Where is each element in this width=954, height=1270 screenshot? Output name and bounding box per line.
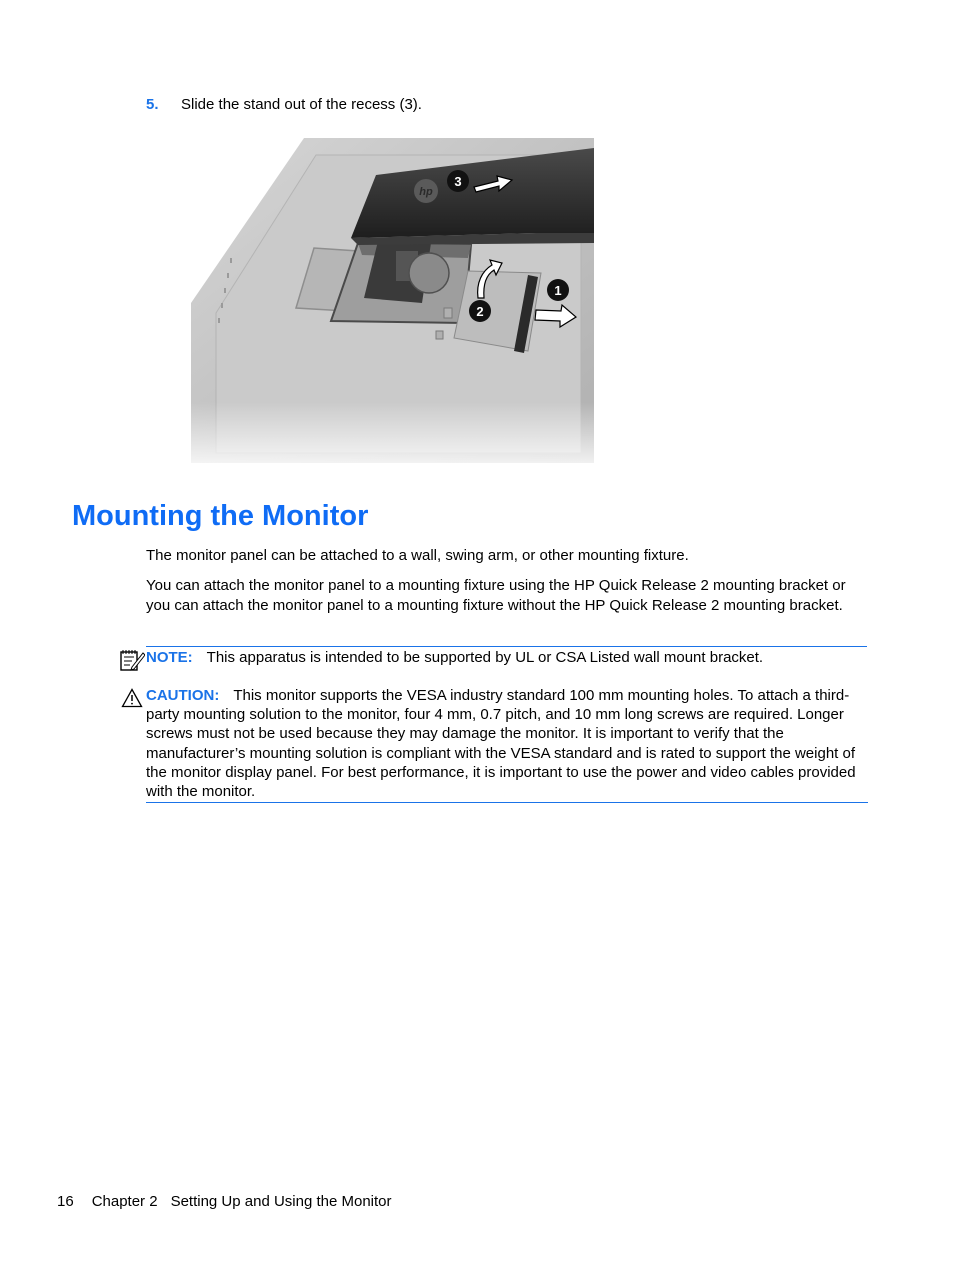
note-icon	[119, 648, 145, 672]
caution-label: CAUTION:	[146, 687, 220, 704]
chapter-title: Setting Up and Using the Monitor	[170, 1193, 392, 1210]
page-footer	[57, 1192, 392, 1211]
section-heading: Mounting the Monitor	[72, 500, 369, 532]
page-number: 16	[57, 1193, 74, 1210]
chapter-label: Chapter 2	[91, 1193, 158, 1210]
intro-paragraph: The monitor panel can be attached to a wall, swing arm, or other mounting fixture.	[146, 547, 689, 564]
step-text: Slide the stand out of the recess (3).	[181, 96, 422, 113]
stand-removal-illustration	[186, 133, 594, 469]
caution-callout	[146, 686, 868, 803]
step-number: 5.	[146, 96, 159, 113]
caution-text: This monitor supports the VESA industry standard 100 mm mounting holes. To attach a third-party mounting solution to the monitor, four 4 mm, 0.7 pitch, and 10 mm long screws are required. Longer screws must not be used because they may damage the monitor. It is important to verify that the manufacturer’s mounting solution is compliant with the VESA standard and is rated to support the weight of the monitor display panel. For best performance, it is important to use the power and video cables provided with the monitor.	[146, 687, 856, 801]
note-label: NOTE:	[146, 649, 193, 666]
note-text: This apparatus is intended to be supported by UL or CSA Listed wall mount bracket.	[206, 649, 764, 666]
step-item	[146, 95, 422, 114]
note-callout	[146, 646, 867, 668]
warning-triangle-icon	[121, 688, 143, 708]
bracket-paragraph: You can attach the monitor panel to a mounting fixture using the HP Quick Release 2 mounting bracket or you can attach the monitor panel to a mounting fixture without the HP Quick Release 2 mounting bracket.	[146, 577, 846, 614]
